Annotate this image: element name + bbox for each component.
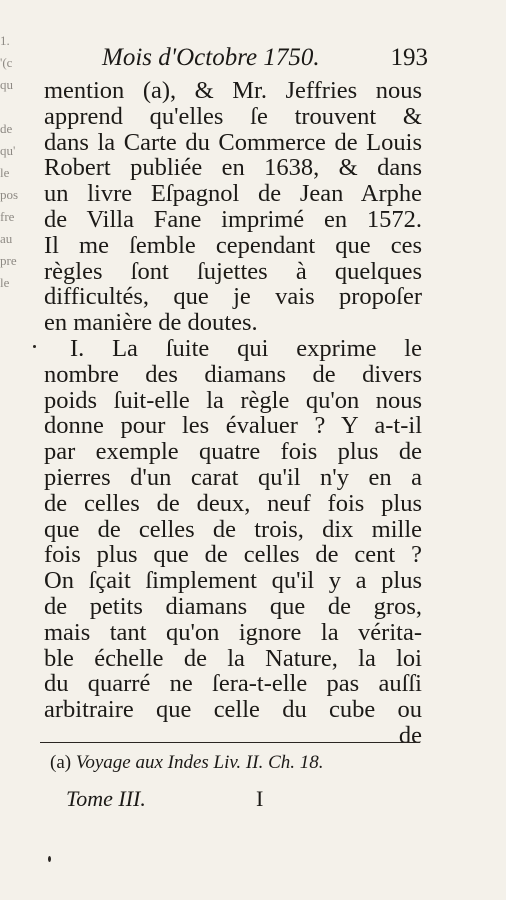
facing-page-gutter <box>0 30 22 550</box>
text-line: ble échelle de la Nature, la loi <box>44 644 422 672</box>
running-head-title: Mois d'Octobre 1750. <box>102 44 320 71</box>
gutter-fragment: au <box>0 231 13 246</box>
text-line: Robert publiée en 1638, & dans <box>44 154 422 182</box>
text-line: par exemple quatre fois plus de <box>44 438 422 466</box>
gutter-fragment: qu' <box>0 143 16 158</box>
catchword: de <box>398 721 422 749</box>
gutter-fragment: pre <box>0 253 17 268</box>
text-line: apprend qu'elles ſe trouvent & <box>44 102 422 130</box>
signature-mark: I <box>256 786 264 811</box>
text-line: difficultés, que je vais propoſer <box>44 283 422 311</box>
gutter-fragment: '(c <box>0 55 13 70</box>
volume-label: Tome III. <box>66 786 146 811</box>
footnote-marker: (a) <box>50 752 72 773</box>
text-line: Il me ſemble cependant que ces <box>44 231 422 259</box>
text-line: un livre Eſpagnol de Jean Arphe <box>44 180 422 208</box>
gutter-fragment <box>0 96 22 118</box>
gutter-fragment: de <box>0 121 13 136</box>
text-line: On ſçait ſimplement qu'il y a plus <box>44 567 422 595</box>
gutter-fragment: 1. <box>0 33 10 48</box>
gutter-fragment: le <box>0 165 10 180</box>
text-line: en manière de doutes. <box>44 309 258 337</box>
text-line: arbitraire que celle du cube ou <box>44 696 422 724</box>
text-line: règles ſont ſujettes à quelques <box>44 257 422 285</box>
signature-line <box>66 786 420 812</box>
gutter-fragment: pos <box>0 187 19 202</box>
gutter-fragment: fre <box>0 209 15 224</box>
footnote-rule <box>40 742 420 743</box>
footnote <box>50 752 418 774</box>
text-line: de celles de deux, neuf fois plus <box>44 489 422 517</box>
text-line: nombre des diamans de divers <box>44 360 422 388</box>
text-line: mention (a), & Mr. Jeffries nous <box>44 77 422 104</box>
text-line: de Villa Fane imprimé en 1572. <box>44 205 422 233</box>
text-line: mais tant qu'on ignore la vérita- <box>44 618 422 646</box>
gutter-fragment: le <box>0 275 10 290</box>
running-head <box>102 44 428 78</box>
ink-speck <box>33 345 36 348</box>
ink-speck <box>48 856 51 862</box>
text-line: que de celles de trois, dix mille <box>44 515 422 543</box>
text-line: pierres d'un carat qu'il n'y en a <box>44 463 422 491</box>
text-line: poids ſuit-elle la règle qu'on nous <box>44 386 422 414</box>
text-line: fois plus que de celles de cent ? <box>44 541 422 569</box>
gutter-fragment: qu <box>0 77 13 92</box>
body-text <box>44 78 422 749</box>
text-line: du quarré ne ſera-t-elle pas auſſi <box>44 670 422 698</box>
text-line: de petits diamans que de gros, <box>44 592 422 620</box>
text-line: dans la Carte du Commerce de Louis <box>44 128 422 156</box>
text-line: donne pour les évaluer ? Y a-t-il <box>44 412 422 440</box>
paragraph-start-line: I. La ſuite qui exprime le <box>70 334 422 362</box>
footnote-text: Voyage aux Indes Liv. II. Ch. 18. <box>75 752 324 773</box>
page-number: 193 <box>390 44 428 71</box>
